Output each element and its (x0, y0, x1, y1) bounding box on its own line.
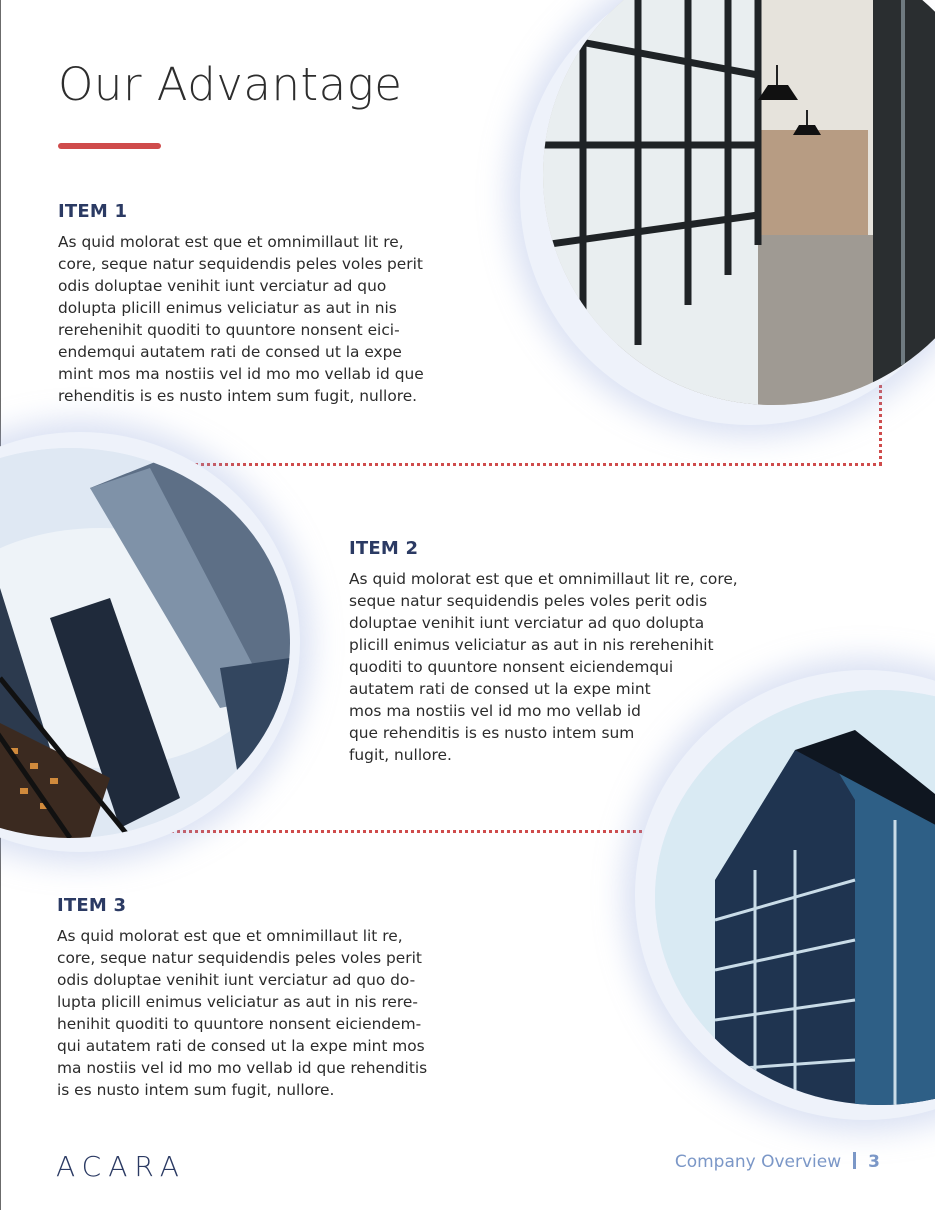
connector-vertical (879, 385, 882, 465)
item-3-line: lupta plicill enimus veliciatur as aut in nis rere- (57, 993, 418, 1011)
item-1-line: rerehenihit quoditi to quuntore nonsent eici- (58, 321, 400, 339)
footer-section-label: Company Overview (674, 1152, 842, 1172)
item-2-title: ITEM 2 (349, 538, 419, 559)
item-2-line: fugit, nullore. (349, 746, 452, 764)
item-3-line: qui autatem rati de consed ut la expe mint mos (57, 1037, 425, 1055)
title-underline (58, 143, 161, 149)
item-3-line: ma nostiis vel id mo mo vellab id que rehenditis (57, 1059, 428, 1077)
page-title: Our Advantage (58, 58, 403, 111)
page-footer (675, 1152, 880, 1172)
item-3-line: odis doluptae venihit iunt verciatur ad quo do- (57, 971, 416, 989)
item-2-line: plicill enimus veliciatur as aut in nis rerehenihit (349, 636, 714, 654)
item-1-line: odis doluptae venihit iunt verciatur ad quo (58, 277, 387, 295)
connector-top (172, 463, 882, 466)
footer-separator (853, 1152, 856, 1169)
item-3-body (57, 925, 507, 1101)
item-2-body (349, 568, 819, 766)
item-3-line: core, seque natur sequidendis peles voles perit (57, 949, 422, 967)
item-2-line: mos ma nostiis vel id mo mo vellab id (349, 702, 641, 720)
item-2-line: seque natur sequidendis peles voles perit odis (349, 592, 708, 610)
item-1-line: core, seque natur sequidendis peles voles perit (58, 255, 423, 273)
item-1-line: mint mos ma nostiis vel id mo mo vellab id que (58, 365, 424, 383)
item-1-body (58, 231, 498, 407)
item-1-line: dolupta plicill enimus veliciatur as aut in nis (58, 299, 397, 317)
item-3-title: ITEM 3 (57, 895, 127, 916)
item-3-line: is es nusto intem sum fugit, nullore. (57, 1081, 335, 1099)
item-2-line: doluptae venihit iunt verciatur ad quo dolupta (349, 614, 705, 632)
item-3-line: As quid molorat est que et omnimillaut lit re, (57, 927, 403, 945)
item-1-title: ITEM 1 (58, 201, 128, 222)
item-1-line: endemqui autatem rati de consed ut la expe (58, 343, 402, 361)
item-2-line: quoditi to quuntore nonsent eiciendemqui (349, 658, 674, 676)
item-1-line: As quid molorat est que et omnimillaut lit re, (58, 233, 404, 251)
item-1-line: rehenditis is es nusto intem sum fugit, nullore. (58, 387, 418, 405)
company-logo: ACARA (56, 1150, 186, 1183)
item-3-line: henihit quoditi to quuntore nonsent eiciendem- (57, 1015, 422, 1033)
item-2-line: que rehenditis is es nusto intem sum (349, 724, 635, 742)
item-2-line: autatem rati de consed ut la expe mint (349, 680, 651, 698)
connector-middle (160, 830, 665, 833)
page-number: 3 (868, 1152, 880, 1172)
item-2-line: As quid molorat est que et omnimillaut lit re, core, (349, 570, 738, 588)
